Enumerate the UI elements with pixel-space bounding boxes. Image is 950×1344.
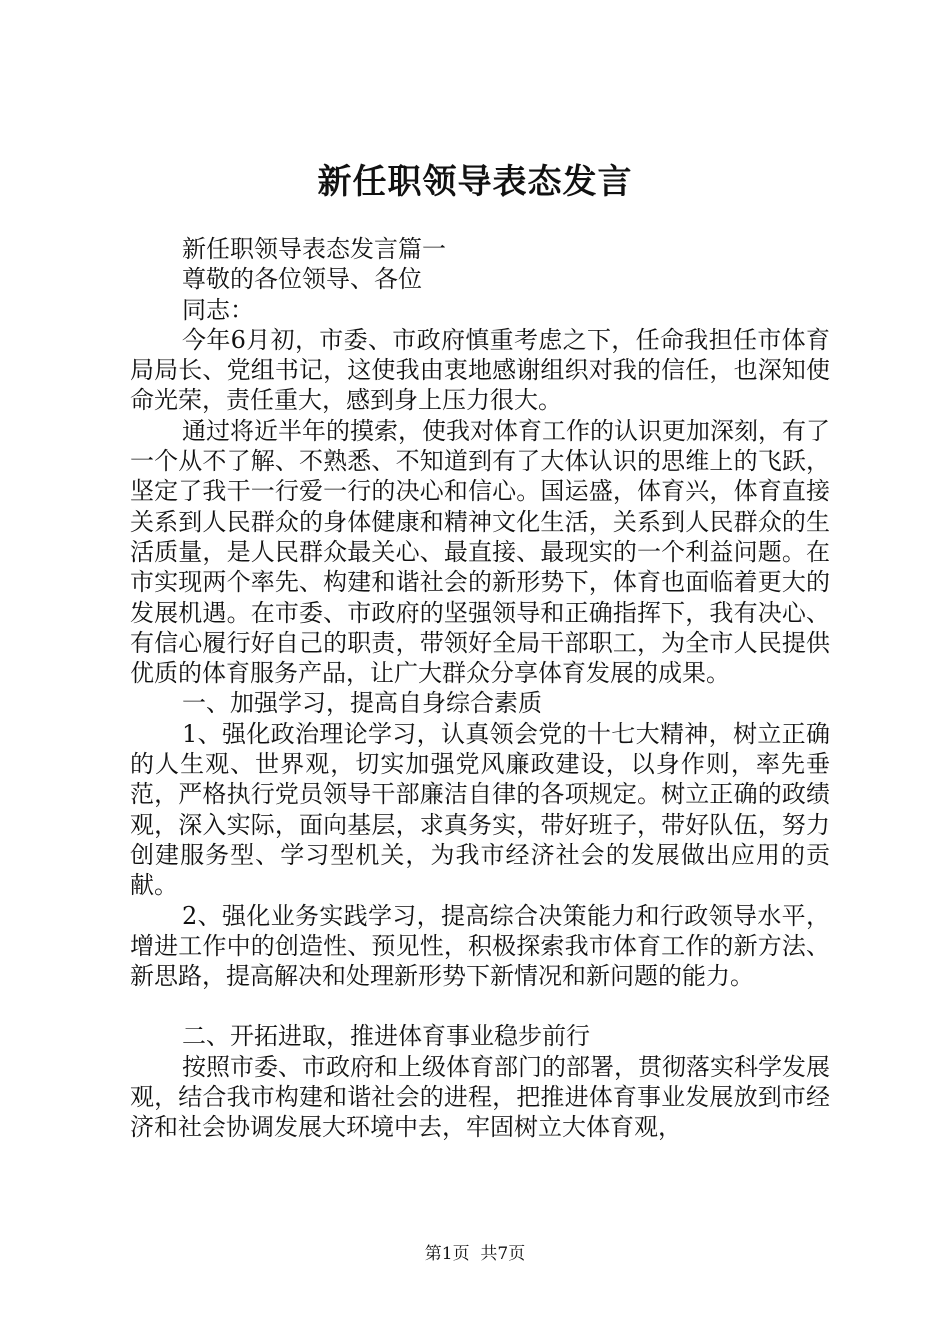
paragraph-item-2: 2、强化业务实践学习，提高综合决策能力和行政领导水平，增进工作中的创造性、预见性，积极探索我市体育工作的新方法、新思路，提高解决和处理新形势下新情况和新问题的能力。 xyxy=(130,901,830,991)
section-heading-1: 一、加强学习，提高自身综合素质 xyxy=(182,689,542,718)
document-title: 新任职领导表态发言 xyxy=(317,162,633,202)
paragraph-salutation-2: 同志： xyxy=(182,295,254,324)
page-number: 第1页 xyxy=(424,1244,470,1264)
paragraph-salutation-1: 尊敬的各位领导、各位 xyxy=(182,265,422,294)
paragraph-section-2: 按照市委、市政府和上级体育部门的部署，贯彻落实科学发展观，结合我市构建和谐社会的进程，把推进体育事业发展放到市经济和社会协调发展大环境中去，牢固树立大体育观， xyxy=(130,1052,830,1142)
section-heading-2: 二、开拓进取，推进体育事业稳步前行 xyxy=(182,1022,590,1051)
paragraph-body: 通过将近半年的摸索，使我对体育工作的认识更加深刻，有了一个从不了解、不熟悉、不知道到有了大体认识的思维上的飞跃，坚定了我干一行爱一行的决心和信心。国运盛，体育兴，体育直接关系到人民群众的身体健康和精神文化生活，关系到人民群众的生活质量，是人民群众最关心、最直接、最现实的一个利益问题。在市实现两个率先、构建和谐社会的新形势下，体育也面临着更大的发展机遇。在市委、市政府的坚强领导和正确指挥下，我有决心、有信心履行好自己的职责，带领好全局干部职工，为全市人民提供优质的体育服务产品，让广大群众分享体育发展的成果。 xyxy=(130,416,830,688)
page-total: 共7页 xyxy=(480,1244,526,1264)
paragraph-item-1: 1、强化政治理论学习，认真领会党的十七大精神，树立正确的人生观、世界观，切实加强党风廉政建设，以身作则，率先垂范，严格执行党员领导干部廉洁自律的各项规定。树立正确的政绩观，深入实际，面向基层，求真务实，带好班子，带好队伍，努力创建服务型、学习型机关，为我市经济社会的发展做出应用的贡献。 xyxy=(130,719,830,900)
document-body xyxy=(130,234,830,1143)
page-footer xyxy=(0,1243,950,1265)
paragraph-intro: 今年6月初，市委、市政府慎重考虑之下，任命我担任市体育局局长、党组书记，这使我由衷地感谢组织对我的信任，也深知使命光荣，责任重大，感到身上压力很大。 xyxy=(130,325,830,415)
paragraph-subtitle: 新任职领导表态发言篇一 xyxy=(182,235,446,263)
